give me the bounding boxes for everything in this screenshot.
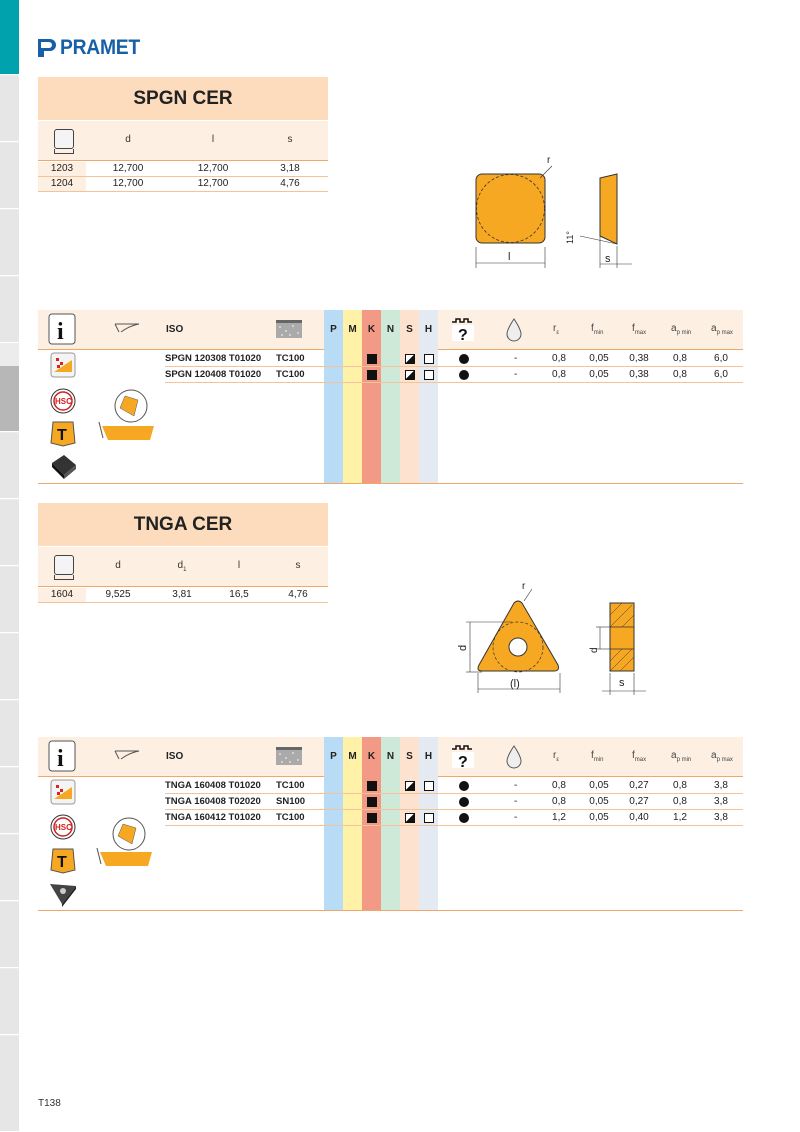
value-apmax: 6,0 <box>714 353 728 364</box>
svg-text:(l): (l) <box>510 678 520 690</box>
svg-text:T: T <box>57 854 67 871</box>
dimension-header <box>38 121 328 161</box>
spgn-insert-drawing <box>460 150 650 275</box>
side-tab[interactable] <box>0 277 19 343</box>
col-fmax: $f_{max}$ <box>632 750 647 763</box>
side-tab[interactable] <box>0 143 19 209</box>
svg-text:s: s <box>619 677 625 689</box>
material-header-s: S <box>400 310 419 350</box>
grade: SN100 <box>276 796 306 807</box>
value-fmax: 0,27 <box>629 796 649 807</box>
value-apmax: 6,0 <box>714 369 728 380</box>
material-header-k: K <box>362 737 381 777</box>
col-l: l <box>237 560 241 571</box>
value-apmax: 3,8 <box>714 780 728 791</box>
col-l: l <box>211 134 215 145</box>
value-apmin: 0,8 <box>673 780 687 791</box>
side-tab[interactable] <box>0 76 19 142</box>
material-header-n: N <box>381 737 400 777</box>
material-header-m: M <box>343 737 362 777</box>
col-s: s <box>295 560 301 571</box>
svg-text:i: i <box>57 319 64 345</box>
side-tab[interactable] <box>0 701 19 767</box>
dimension-header <box>38 547 328 587</box>
cutting-data-row <box>165 351 743 367</box>
coolant-dash: - <box>514 353 518 364</box>
col-fmax: $f_{max}$ <box>632 323 647 336</box>
hsc-icon <box>50 388 76 414</box>
side-tab[interactable] <box>0 433 19 499</box>
grade: TC100 <box>276 780 305 791</box>
coolant-dash: - <box>514 796 518 807</box>
insert-edge-detail-icon <box>98 386 158 444</box>
col-s: s <box>287 134 293 145</box>
svg-text:r: r <box>522 581 526 592</box>
material-header-n: N <box>381 310 400 350</box>
insert-square-icon <box>48 453 78 481</box>
iso-code: TNGA 160408 T01020 <box>165 780 261 791</box>
hsc-icon <box>50 814 76 840</box>
value-d: 9,525 <box>105 589 131 600</box>
value-l: 12,700 <box>197 178 229 189</box>
value-fmin: 0,05 <box>589 812 609 823</box>
col-apmax: $a_{p max}$ <box>711 750 733 763</box>
brand-name: PRAMET <box>60 36 140 59</box>
col-re: $r_\varepsilon$ <box>553 323 560 336</box>
grade: TC100 <box>276 369 305 380</box>
info-icon <box>48 313 76 345</box>
svg-text:?: ? <box>458 327 468 342</box>
value-fmax: 0,38 <box>629 369 649 380</box>
col-d: d <box>125 134 131 145</box>
coolant-drop-icon <box>506 318 522 342</box>
svg-text:HSC: HSC <box>55 823 72 832</box>
value-apmin: 0,8 <box>673 796 687 807</box>
insert-triangle-icon <box>48 880 78 908</box>
coolant-dash: - <box>514 369 518 380</box>
value-s: 4,76 <box>288 589 308 600</box>
value-fmin: 0,05 <box>589 353 609 364</box>
size-code: 1204 <box>38 177 86 191</box>
side-tab[interactable] <box>0 634 19 700</box>
iso-code: SPGN 120308 T01020 <box>165 353 262 364</box>
cutting-data-row <box>165 367 743 383</box>
material-header-p: P <box>324 737 343 777</box>
side-tab[interactable] <box>0 1036 19 1132</box>
label-s: s <box>605 253 611 265</box>
svg-text:d: d <box>589 647 600 653</box>
svg-text:HSC: HSC <box>55 397 72 406</box>
grade: TC100 <box>276 812 305 823</box>
size-code: 1203 <box>38 162 86 176</box>
value-s: 3,18 <box>280 163 300 174</box>
value-fmax: 0,38 <box>629 353 649 364</box>
label-r: r <box>547 155 551 166</box>
coolant-dash: - <box>514 780 518 791</box>
svg-text:d: d <box>457 644 469 651</box>
pramet-logo <box>38 37 147 59</box>
ceramic-material-icon <box>50 779 76 805</box>
insert-profile-icon <box>54 129 74 149</box>
value-re: 1,2 <box>552 812 566 823</box>
col-apmin: $a_{p min}$ <box>671 323 692 336</box>
cutting-data-row <box>165 778 743 794</box>
col-re: $r_\varepsilon$ <box>553 750 560 763</box>
value-apmax: 3,8 <box>714 812 728 823</box>
side-index-tabs <box>0 0 19 1132</box>
cutting-data-row <box>165 810 743 826</box>
insert-edge-icon <box>114 322 140 334</box>
grade: TC100 <box>276 353 305 364</box>
material-header-h: H <box>419 737 438 777</box>
value-fmin: 0,05 <box>589 369 609 380</box>
value-s: 4,76 <box>280 178 300 189</box>
application-question-icon <box>450 318 476 342</box>
value-apmin: 1,2 <box>673 812 687 823</box>
tnga-insert-drawing <box>452 575 662 700</box>
info-icon <box>48 740 76 772</box>
value-fmin: 0,05 <box>589 780 609 791</box>
side-tab[interactable] <box>0 500 19 566</box>
col-apmin: $a_{p min}$ <box>671 750 692 763</box>
grade-texture-icon <box>276 320 302 338</box>
side-tab-active[interactable] <box>0 366 19 432</box>
t-land-icon <box>50 848 76 874</box>
dimension-row <box>38 162 328 177</box>
value-d: 12,700 <box>112 163 144 174</box>
value-apmin: 0,8 <box>673 369 687 380</box>
value-re: 0,8 <box>552 780 566 791</box>
side-tab[interactable] <box>0 0 19 75</box>
svg-text:T: T <box>57 427 67 444</box>
value-d1: 3,81 <box>172 589 192 600</box>
label-angle: 11° <box>565 231 575 244</box>
label-l: l <box>508 251 511 263</box>
dimension-row <box>38 177 328 192</box>
section-divider <box>38 483 743 484</box>
col-fmin: $f_{min}$ <box>591 750 604 763</box>
value-fmax: 0,27 <box>629 780 649 791</box>
value-l: 16,5 <box>229 589 249 600</box>
pramet-logo-mark <box>38 39 56 57</box>
col-fmin: $f_{min}$ <box>591 323 604 336</box>
insert-edge-detail-icon <box>96 814 156 872</box>
page-number: T138 <box>38 1098 61 1109</box>
coolant-drop-icon <box>506 745 522 769</box>
side-tab[interactable] <box>0 768 19 834</box>
col-iso: ISO <box>166 324 184 335</box>
material-header-h: H <box>419 310 438 350</box>
size-code: 1604 <box>38 588 86 602</box>
value-fmax: 0,40 <box>629 812 649 823</box>
section-title: SPGN CER <box>38 77 328 120</box>
col-iso: ISO <box>166 751 184 762</box>
side-tab[interactable] <box>0 902 19 968</box>
value-l: 12,700 <box>197 163 229 174</box>
insert-profile-icon <box>54 555 74 575</box>
value-re: 0,8 <box>552 353 566 364</box>
svg-text:?: ? <box>458 754 468 769</box>
insert-edge-icon <box>114 749 140 761</box>
section-title: TNGA CER <box>38 503 328 546</box>
side-tab[interactable] <box>0 567 19 633</box>
dimension-row <box>38 588 328 603</box>
side-tab[interactable] <box>0 835 19 901</box>
cutting-data-row <box>165 794 743 810</box>
grade-texture-icon <box>276 747 302 765</box>
iso-code: SPGN 120408 T01020 <box>165 369 262 380</box>
iso-code: TNGA 160412 T01020 <box>165 812 261 823</box>
value-fmin: 0,05 <box>589 796 609 807</box>
side-tab[interactable] <box>0 969 19 1035</box>
value-re: 0,8 <box>552 369 566 380</box>
side-tab[interactable] <box>0 210 19 276</box>
application-question-icon <box>450 745 476 769</box>
material-header-p: P <box>324 310 343 350</box>
section-divider <box>38 910 743 911</box>
coolant-dash: - <box>514 812 518 823</box>
value-re: 0,8 <box>552 796 566 807</box>
material-header-k: K <box>362 310 381 350</box>
ceramic-material-icon <box>50 352 76 378</box>
col-apmax: $a_{p max}$ <box>711 323 733 336</box>
t-land-icon <box>50 421 76 447</box>
svg-text:i: i <box>57 746 64 772</box>
material-header-m: M <box>343 310 362 350</box>
value-apmin: 0,8 <box>673 353 687 364</box>
col-d: d <box>115 560 121 571</box>
iso-code: TNGA 160408 T02020 <box>165 796 261 807</box>
value-d: 12,700 <box>112 178 144 189</box>
col-d1: $d_1$ <box>177 560 187 573</box>
material-header-s: S <box>400 737 419 777</box>
value-apmax: 3,8 <box>714 796 728 807</box>
